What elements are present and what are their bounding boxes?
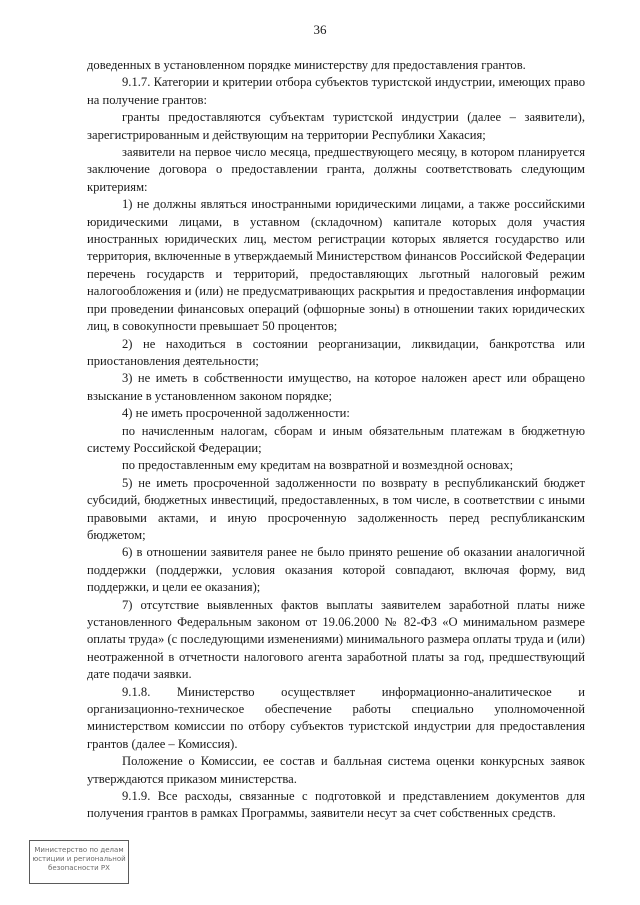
paragraph: 7) отсутствие выявленных фактов выплаты заявителем заработной платы ниже установленного Федеральным законом от 19.06.2000 № 82-ФЗ «О минимальном размере оплаты труда» (с последующими изменениями) минимального размера оплаты труда и (или) неотраженной в отчетности налогового агента заработной платы за год, предшествующий дате подачи заявки. <box>87 597 585 682</box>
stamp-line: Министерство по делам <box>34 846 124 854</box>
paragraph: по начисленным налогам, сборам и иным обязательным платежам в бюджетную систему Российской Федерации; <box>87 423 585 455</box>
paragraph: заявители на первое число месяца, предшествующего месяцу, в котором планируется заключение договора о предоставлении гранта, должны соответствовать следующим критериям: <box>87 145 585 194</box>
paragraph: Положение о Комиссии, ее состав и балльная система оценки конкурсных заявок утверждаются приказом министерства. <box>87 754 585 786</box>
paragraph: 9.1.8. Министерство осуществляет информационно-аналитическое и организационно-техническое обеспечение работы специально уполномоченной министерством комиссии по отбору субъектов туристской индустрии для предоставления грантов (далее – Комиссия). <box>87 684 585 751</box>
paragraph: 2) не находиться в состоянии реорганизации, ликвидации, банкротства или приостановления деятельности; <box>87 336 585 368</box>
stamp-line: юстиции и региональной <box>32 855 126 863</box>
paragraph: 3) не иметь в собственности имущество, на которое наложен арест или обращено взыскание в установленном законом порядке; <box>87 371 585 403</box>
document-body <box>87 57 585 823</box>
paragraph: 6) в отношении заявителя ранее не было принято решение об оказании аналогичной поддержки (поддержки, условия оказания которой совпадают, включая форму, вид поддержки, и цели ее оказания); <box>87 545 585 595</box>
stamp-line: безопасности РХ <box>48 864 110 872</box>
paragraph: по предоставленным ему кредитам на возвратной и возмездной основах; <box>122 458 514 473</box>
ministry-stamp <box>29 840 129 884</box>
paragraph: 5) не иметь просроченной задолженности по возврату в республиканский бюджет субсидий, бюджетных инвестиций, предоставленных, в том числе, в соответствии с иными правовыми актами, и иную просроченную задолженность перед республиканским бюджетом; <box>87 475 585 542</box>
paragraph: 9.1.7. Категории и критерии отбора субъектов туристской индустрии, имеющих право на получение грантов: <box>87 75 585 107</box>
paragraph: гранты предоставляются субъектам туристской индустрии (далее – заявители), зарегистрированным и действующим на территории Республики Хакасия; <box>87 110 585 142</box>
page-number: 36 <box>313 22 327 37</box>
paragraph: 1) не должны являться иностранными юридическими лицами, а также российскими юридическими лицами, в уставном (складочном) капитале которых доля участия иностранных юридических лиц, местом регистрации которых является государство или территория, включенные в утверждаемый Министерством финансов Российской Федерации перечень государств и территорий, предоставляющих льготный налоговый режим налогообложения и (или) не предусматривающих раскрытия и предоставления информации при проведении финансовых операций (офшорные зоны) в отношении таких юридических лиц, в совокупности превышает 50 процентов; <box>87 197 585 334</box>
paragraph: доведенных в установленном порядке министерству для предоставления грантов. <box>87 58 526 72</box>
paragraph: 9.1.9. Все расходы, связанные с подготовкой и представлением документов для получения грантов в рамках Программы, заявители несут за счет собственных средств. <box>87 789 585 821</box>
paragraph: 4) не иметь просроченной задолженности: <box>122 406 350 421</box>
